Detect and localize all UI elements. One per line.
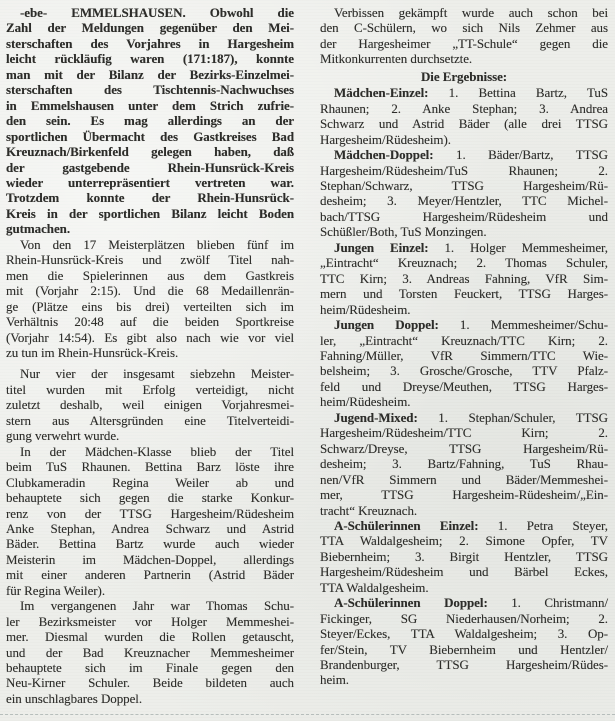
- text-line: mit (Vorjahr 2:15). Und die 68 Medaillenrän-: [6, 283, 294, 299]
- text-line: behauptete sich gegen die starke Konkur-: [6, 490, 294, 506]
- text-line: Fahning/Müller, VfR Simmern/TTC Wie-: [320, 347, 608, 363]
- text-line: Nur vier der insgesamt siebzehn Meister-: [20, 366, 294, 382]
- text-line: Anke Stephan, Andrea Schwarz und Astrid: [6, 520, 294, 536]
- paragraph-jungen-historie: [6, 598, 294, 706]
- text-line: Rhaunen; 2. Anke Stephan; 3. Andrea: [320, 100, 608, 116]
- text-line: heim/Rüdesheim.: [320, 301, 411, 317]
- text-line: der Hargesheimer „TT-Schule“ gegen die: [320, 35, 608, 51]
- text-line: In der Mädchen-Klasse blieb der Titel: [20, 443, 294, 459]
- text-line: wieder unterrepräsentiert vertreten war.: [6, 174, 294, 190]
- text-line: Mädchen-Einzel: 1. Bettina Bartz, TuS: [334, 85, 608, 101]
- text-line: Meisterin im Mädchen-Doppel, allerdings: [6, 551, 294, 567]
- text-line: Jugend-Mixed: 1. Stephan/Schuler, TTSG: [334, 409, 608, 425]
- text-line: beim TuS Rhaunen. Bettina Barz löste ihre: [6, 459, 294, 475]
- text-line: fer/Stein, TV Biebernheim und Hentzler/: [320, 641, 608, 657]
- result-maedchen-einzel: [320, 85, 608, 147]
- text-line: ge (Plätze eins bis drei) verteilten sich im: [6, 298, 294, 314]
- results-heading: [320, 69, 608, 84]
- clipping-bottom-edge: [0, 714, 615, 715]
- result-jungen-einzel: [320, 240, 608, 317]
- text-line: Clubkameradin Regina Weiler ab und: [6, 474, 294, 490]
- text-line: ler Bezirksmeister vor Holger Memmeshei-: [6, 613, 294, 629]
- text-line: der gastgebende Rhein-Hunsrück-Kreis: [6, 159, 294, 175]
- text-line: Mädchen-Doppel: 1. Bäder/Bartz, TTSG: [334, 147, 608, 163]
- text-line: Schwarz/Dreyse, TTSG Hargesheim/Rü-: [320, 440, 608, 456]
- text-line: Jungen Einzel: 1. Holger Memmesheimer,: [334, 239, 608, 255]
- text-line: heim.: [320, 672, 349, 688]
- text-line: TTA Waldalgesheim; 2. Simone Opfer, TV: [320, 533, 608, 549]
- text-line: Von den 17 Meisterplätzen blieben fünf im: [20, 236, 294, 252]
- text-line: zu tun im Rhein-Hunsrück-Kreis.: [6, 344, 179, 360]
- lead-paragraph: [6, 5, 294, 237]
- text-line: men die Spielerinnen aus dem Gastkreis: [6, 267, 294, 283]
- text-line: A-Schülerinnen Einzel: 1. Petra Steyer,: [334, 517, 608, 533]
- text-line: Rhein-Hunsrück-Kreis und zwölf Titel nah-: [6, 252, 294, 268]
- paragraph-c-schueler: [320, 5, 608, 67]
- text-line: Mitkonkurrenten durchsetzte.: [320, 51, 473, 67]
- text-line: desheim; 3. Meyer/Hentzler, TTC Michel-: [320, 193, 608, 209]
- text-line: Brandenburger, TTSG Hargesheim/Rüdes-: [320, 657, 608, 673]
- text-line: „Eintracht“ Kreuznach; 2. Thomas Schuler,: [320, 255, 608, 271]
- text-line: Hargesheim/Rüdesheim/TTC Kirn; 2.: [320, 425, 608, 441]
- text-line: Kreis in der sportlichen Bilanz leicht Boden: [6, 205, 294, 221]
- text-line: Stephan/Schwarz, TTSG Hargesheim/Rü-: [320, 177, 608, 193]
- article-left-column: [6, 5, 294, 721]
- text-line: TTA Waldalgesheim.: [320, 579, 429, 595]
- text-line: tracht“ Kreuznach.: [320, 502, 418, 518]
- text-line: renz von der TTSG Hargesheim/Rüdesheim: [6, 505, 294, 521]
- text-line: mer. Diesmal wurden die Rollen getauscht,: [6, 629, 294, 645]
- text-line: mern und Torsten Feuckert, TTSG Harges-: [320, 286, 608, 302]
- text-line: titel wurden mit Erfolg verteidigt, nicht: [6, 381, 294, 397]
- result-jugend-mixed: [320, 410, 608, 518]
- text-line: in Emmelshausen unter dem Strich zufrie-: [6, 97, 294, 113]
- text-line: Trotzdem konnte der Rhein-Hunsrück-: [6, 190, 294, 206]
- text-line: den C-Schülern, wo sich Nils Zehmer aus: [320, 20, 608, 36]
- text-line: A-Schülerinnen Doppel: 1. Christmann/: [334, 595, 608, 611]
- text-line: Im vergangenen Jahr war Thomas Schu-: [20, 598, 294, 614]
- text-line: Verbissen gekämpft wurde auch schon bei: [334, 5, 608, 20]
- paragraph-maedchen-klasse: [6, 444, 294, 599]
- text-line: Hargesheim/Rüdesheim/TuS Rhaunen; 2.: [320, 162, 608, 178]
- text-line: ein unschlagbares Doppel.: [6, 690, 143, 706]
- text-line: heim/Rüdesheim.: [320, 394, 411, 410]
- text-line: Fickinger, SG Niederhausen/Norheim; 2.: [320, 610, 608, 626]
- text-line: belsheim; 3. Grosche/Grosche, TTV Pfalz-: [320, 363, 608, 379]
- text-line: Biebernheim; 3. Birgit Hentzler, TTSG: [320, 548, 608, 564]
- text-line: Schüßler/Both, TuS Monzingen.: [320, 224, 487, 240]
- text-line: Hargesheim/Rüdesheim und Bärbel Eckes,: [320, 564, 608, 580]
- text-line: gung verwehrt wurde.: [6, 428, 120, 444]
- text-line: -ebe- EMMELSHAUSEN. Obwohl die: [20, 5, 294, 20]
- text-line: Verhältnis 20:48 auf die beiden Sportkreise: [6, 314, 294, 330]
- paragraph-bilanz: [6, 237, 294, 361]
- result-a-schuelerinnen-doppel: [320, 595, 608, 688]
- result-a-schuelerinnen-einzel: [320, 518, 608, 595]
- text-line: Bäder. Bettina Bartz wurde auch wieder: [6, 536, 294, 552]
- result-jungen-doppel: [320, 317, 608, 410]
- text-line: sportlichen Übermacht des Gastkreises Bad: [6, 128, 294, 144]
- category-label: A-Schülerinnen Einzel:: [334, 517, 479, 533]
- text-line: Kreuznach/Birkenfeld gelegen haben, daß: [6, 144, 294, 160]
- text-line: ler, „Eintracht“ Kreuznach/TTC Kirn; 2.: [320, 332, 608, 348]
- text-line: Steyer/Eckes, TTA Waldalgesheim; 3. Op-: [320, 626, 608, 642]
- paragraph-titelverteidigung: [6, 366, 294, 443]
- category-label: Jungen Doppel:: [334, 317, 439, 333]
- text-line: sterschaften des Vorjahres in Hargesheim: [6, 35, 294, 51]
- result-maedchen-doppel: [320, 147, 608, 240]
- text-line: Jungen Doppel: 1. Memmesheimer/Schu-: [334, 317, 608, 333]
- text-line: (Vorjahr 14:54). Es gibt also nach wie vor viel: [6, 329, 294, 345]
- text-line: leicht rückläufig waren (171:187), konnte: [6, 51, 294, 67]
- text-line: Schwarz und Astrid Bäder (alle drei TTSG: [320, 116, 608, 132]
- text-line: stern aus Altersgründen eine Titelverteidi-: [6, 412, 294, 428]
- category-label: A-Schülerinnen Doppel:: [334, 595, 488, 611]
- text-line: für Regina Weiler).: [6, 582, 106, 598]
- text-line: sterschaften des Tischtennis-Nachwuchses: [6, 82, 294, 98]
- text-line: mit einer anderen Partnerin (Astrid Bäder: [6, 567, 294, 583]
- article-right-column: [320, 5, 608, 721]
- text-line: Neu-Kirner Schuler. Beide bildeten auch: [6, 675, 294, 691]
- text-line: mer, TTSG Hargesheim-Rüdesheim/„Ein-: [320, 487, 608, 503]
- text-line: zuletzt deshalb, weil einigen Vorjahresmei-: [6, 397, 294, 413]
- text-line: den sein. Es mag allerdings an der: [6, 113, 294, 129]
- text-line: TTC Kirn; 3. Andreas Fahning, VfR Sim-: [320, 270, 608, 286]
- text-line: gutmachen.: [6, 221, 71, 237]
- category-label: Jugend-Mixed:: [334, 409, 418, 425]
- text-line: bach/TTSG Hargesheim/Rüdesheim und: [320, 208, 608, 224]
- category-label: Jungen Einzel:: [334, 239, 429, 255]
- text-line: feld und Dreyse/Meuthen, TTSG Harges-: [320, 378, 608, 394]
- category-label: Mädchen-Doppel:: [334, 147, 434, 163]
- text-line: desheim; 3. Bartz/Fahning, TuS Rhau-: [320, 456, 608, 472]
- text-line: man mit der Bilanz der Bezirks-Einzelmei-: [6, 66, 294, 82]
- category-label: Mädchen-Einzel:: [334, 85, 429, 101]
- text-line: nen/VfR Simmern und Bäder/Memmeshei-: [320, 471, 608, 487]
- text-line: Zahl der Meldungen gegenüber den Mei-: [6, 20, 294, 36]
- text-line: behauptete sich im Finale gegen den: [6, 660, 294, 676]
- text-line: und der Bad Kreuznacher Memmesheimer: [6, 644, 294, 660]
- text-line: Die Ergebnisse:: [420, 68, 508, 84]
- text-line: Hargesheim/Rüdesheim).: [320, 131, 451, 147]
